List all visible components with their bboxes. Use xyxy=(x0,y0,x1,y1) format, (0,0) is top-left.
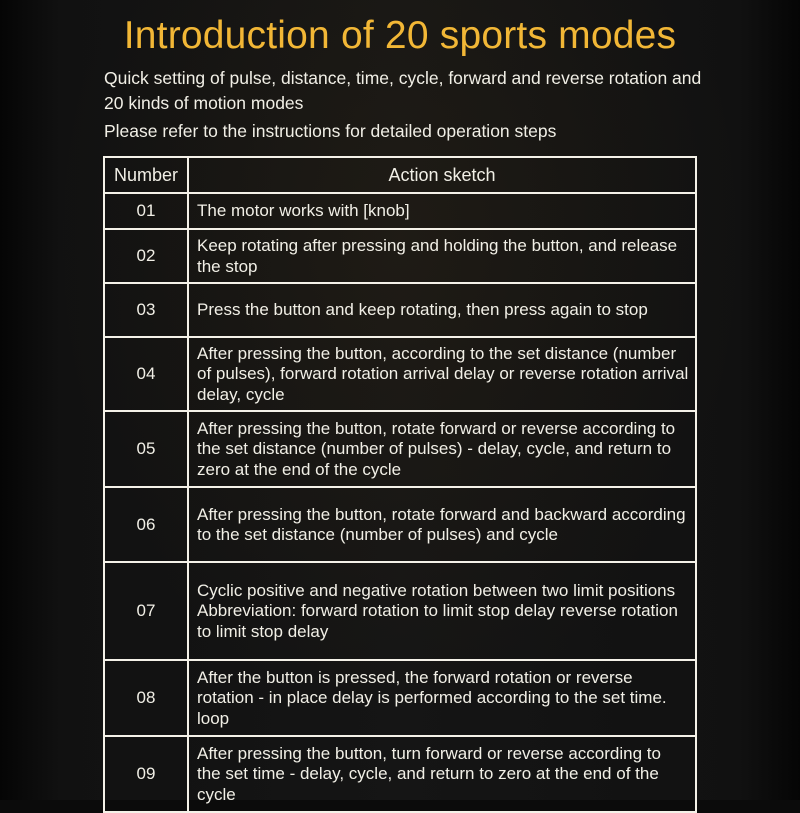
table-row xyxy=(104,283,696,337)
modes-table xyxy=(103,156,697,813)
table-row xyxy=(104,337,696,411)
mode-description: Keep rotating after pressing and holding the button, and release the stop xyxy=(188,229,696,283)
mode-description: Press the button and keep rotating, then press again to stop xyxy=(188,283,696,337)
mode-number: 02 xyxy=(104,229,188,283)
mode-description: After pressing the button, turn forward or reverse according to the set time - delay, cycle, and return to zero at the end of the cycle xyxy=(188,736,696,812)
mode-number: 04 xyxy=(104,337,188,411)
mode-number: 07 xyxy=(104,562,188,660)
mode-description: After the button is pressed, the forward rotation or reverse rotation - in place delay is performed according to the set time. loop xyxy=(188,660,696,736)
mode-number: 08 xyxy=(104,660,188,736)
mode-number: 01 xyxy=(104,193,188,229)
page-title: Introduction of 20 sports modes xyxy=(123,14,677,57)
mode-number: 05 xyxy=(104,411,188,487)
intro-line-2: Please refer to the instructions for detailed operation steps xyxy=(104,121,557,141)
intro-text xyxy=(104,66,704,144)
action-column-header: Action sketch xyxy=(188,157,696,193)
mode-description: After pressing the button, according to the set distance (number of pulses), forward rotation arrival delay or reverse rotation arrival delay, cycle xyxy=(188,337,696,411)
mode-description: After pressing the button, rotate forward and backward according to the set distance (number of pulses) and cycle xyxy=(188,487,696,562)
intro-line-1: Quick setting of pulse, distance, time, cycle, forward and reverse rotation and 20 kinds of motion modes xyxy=(104,68,702,113)
mode-number: 09 xyxy=(104,736,188,812)
number-column-header: Number xyxy=(104,157,188,193)
mode-description xyxy=(188,562,696,660)
table-row xyxy=(104,562,696,660)
table-row xyxy=(104,193,696,229)
mode-description-abbreviation: Abbreviation: forward rotation to limit stop delay reverse rotation to limit stop delay xyxy=(197,601,678,641)
table-row xyxy=(104,736,696,812)
mode-number: 03 xyxy=(104,283,188,337)
table-header-row xyxy=(104,157,696,193)
mode-description: The motor works with [knob] xyxy=(188,193,696,229)
table-row xyxy=(104,660,696,736)
table-row xyxy=(104,229,696,283)
table-row xyxy=(104,487,696,562)
mode-number: 06 xyxy=(104,487,188,562)
mode-description-line: Cyclic positive and negative rotation between two limit positions xyxy=(197,580,676,600)
table-row xyxy=(104,411,696,487)
mode-description: After pressing the button, rotate forward or reverse according to the set distance (number of pulses) - delay, cycle, and return to zero at the end of the cycle xyxy=(188,411,696,487)
